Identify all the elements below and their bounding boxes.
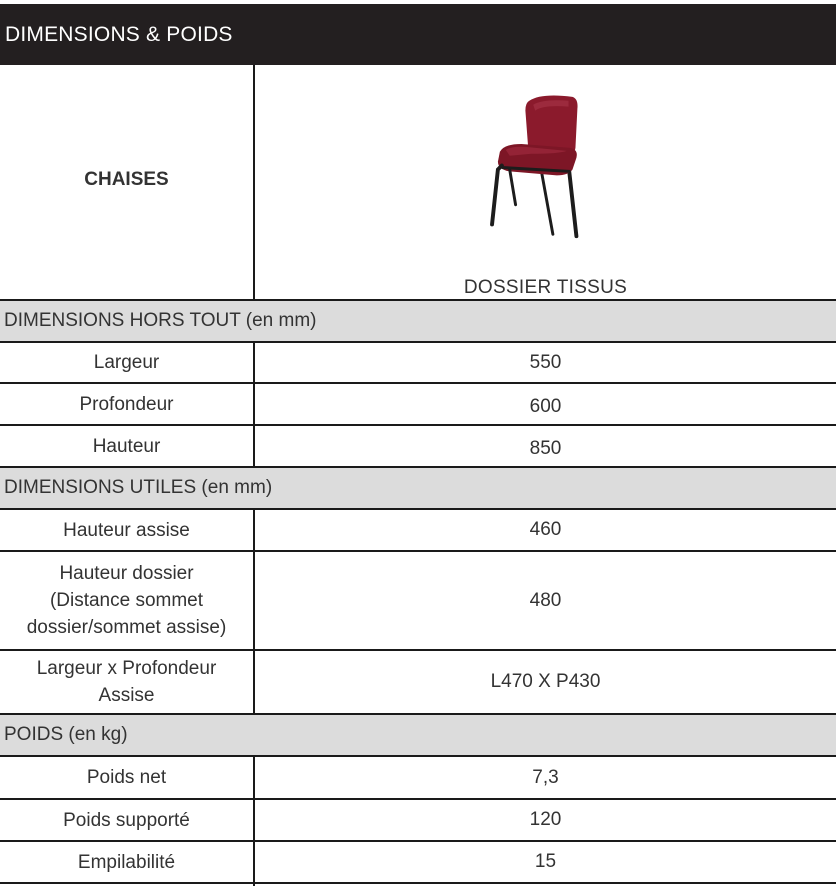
row-label: Poids net (0, 757, 255, 798)
row-value: L470 X P430 (490, 671, 601, 692)
chair-image (481, 89, 611, 246)
product-header-row (0, 65, 836, 301)
table-title (0, 4, 836, 65)
table-row (0, 384, 836, 426)
specs-table (0, 65, 836, 884)
row-label: Largeur x Profondeur Assise (0, 651, 255, 713)
table-row (0, 552, 836, 651)
table-row (0, 426, 836, 468)
row-label: Poids supporté (0, 800, 255, 840)
section-header-poids: POIDS (en kg) (0, 715, 836, 757)
row-label: Hauteur assise (0, 510, 255, 550)
row-label: Hauteur (0, 426, 255, 466)
row-label: Empilabilité (0, 842, 255, 882)
row-value: 600 (529, 396, 562, 417)
section-header-hors-tout: DIMENSIONS HORS TOUT (en mm) (0, 301, 836, 343)
section-header-utiles: DIMENSIONS UTILES (en mm) (0, 468, 836, 510)
table-row (0, 800, 836, 842)
product-variant-label: DOSSIER TISSUS (463, 277, 628, 298)
row-value: 460 (529, 519, 562, 540)
row-value: 480 (529, 589, 562, 611)
row-value: 550 (529, 351, 562, 373)
table-row (0, 343, 836, 384)
product-cell (255, 65, 836, 299)
row-value: 15 (534, 851, 557, 872)
table-row (0, 842, 836, 884)
row-label: Hauteur dossier (Distance sommet dossier/sommet assise) (0, 552, 255, 649)
table-row (0, 757, 836, 800)
row-value: 850 (529, 438, 562, 459)
row-label: Largeur (0, 343, 255, 382)
table-title-text: DIMENSIONS & POIDS (5, 22, 233, 46)
row-label: Profondeur (0, 384, 255, 424)
category-label: CHAISES (0, 65, 255, 299)
table-row (0, 510, 836, 552)
table-row (0, 651, 836, 715)
row-value: 120 (529, 809, 562, 830)
row-value: 7,3 (532, 766, 559, 788)
